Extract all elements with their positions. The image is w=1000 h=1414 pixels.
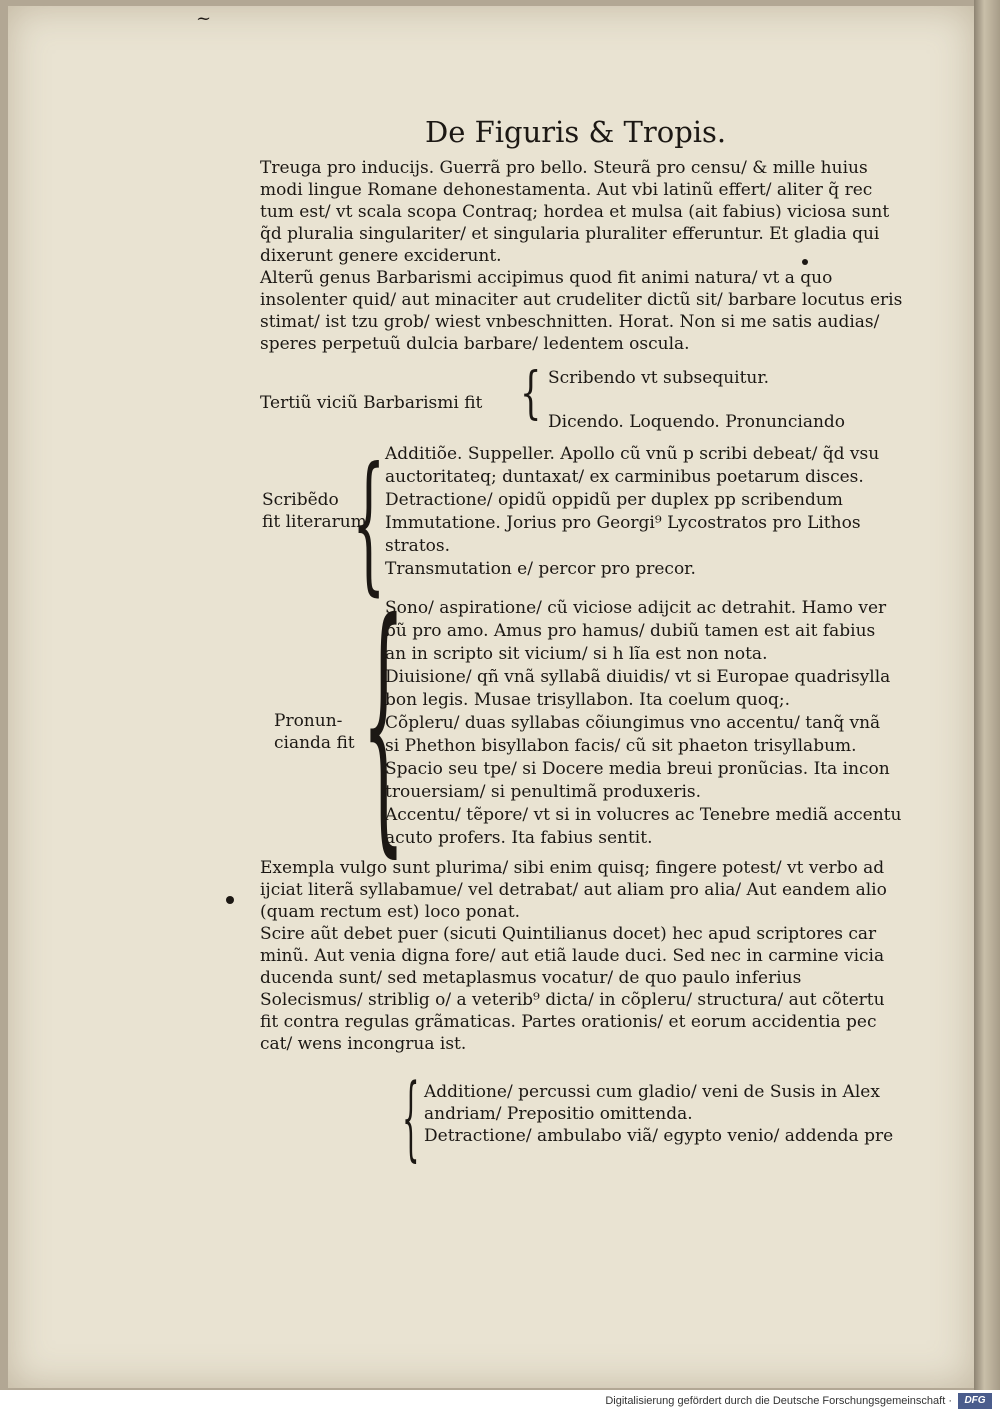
text-line: trouersiam/ si penultimã produxeris. [385,782,702,802]
text-line: si Phethon bisyllabon facis/ cũ sit phaeton trisyllabum. [385,736,857,756]
label-line: Pronun- [274,711,343,731]
text-line: Accentu/ tẽpore/ vt si in volucres ac Tenebre mediã accentu [385,805,902,825]
text-line: bũ pro amo. Amus pro hamus/ dubiũ tamen est ait fabius [385,621,876,641]
text-line: speres perpetuũ dulcia barbare/ ledentem oscula. [260,334,690,354]
text-line: an in scripto sit vicium/ si h lĩa est non nota. [385,644,768,664]
bracket-scribendo: { [352,436,386,610]
text-line: insolenter quid/ aut minaciter aut crudeliter dictũ sit/ barbare locutus eris [260,290,903,310]
footer-bar [0,1390,1000,1414]
label-line: Scribẽdo [262,490,339,510]
text-line: auctoritateq; duntaxat/ ex carminibus poetarum disces. [385,467,864,487]
bracket-small: { [520,361,542,426]
text-line: Detractione/ opidũ oppidũ per duplex pp scribendum [385,490,843,510]
ink-dot [226,896,234,904]
bracket-pronunciando: { [362,565,405,880]
page-title: De Figuris & Tropis. [425,115,727,149]
text-line: Scire aũt debet puer (sicuti Quintilianus docet) hec apud scriptores car [260,924,877,944]
text-line: q̃d pluralia singulariter/ et singularia pluraliter efferuntur. Et gladia qui [260,224,880,244]
text-line: tum est/ vt scala scopa Contraq; hordea et mulsa (ait fabius) viciosa sunt [260,202,890,222]
text-line: Diuisione/ qñ vnã syllabã diuidis/ vt si Europae quadrisylla [385,667,891,687]
corner-mark: ~ [196,8,212,29]
bracket-solecismus: { [402,1064,420,1171]
text-line: andriam/ Prepositio omittenda. [424,1104,693,1124]
text-line: Exempla vulgo sunt plurima/ sibi enim quisq; fingere potest/ vt verbo ad [260,858,885,878]
text-line: Solecismus/ striblig o/ a veterib⁹ dicta/ in cõpleru/ structura/ aut cõtertu [260,990,885,1010]
text-line: Additiõe. Suppeller. Apollo cũ vnũ p scribi debeat/ q̃d vsu [385,444,880,464]
dfg-logo-icon: DFG [958,1393,992,1409]
tertium-option-2: Dicendo. Loquendo. Pronunciando [548,412,846,432]
text-line: bon legis. Musae trisyllabon. Ita coelum quoq;. [385,690,790,710]
text-line: Alterũ genus Barbarismi accipimus quod fit animi natura/ vt a quo [260,268,833,288]
text-line: ijciat literã syllabamue/ vel detrabat/ aut aliam pro alia/ Aut eandem alio [260,880,887,900]
text-line: stimat/ ist tzu grob/ wiest vnbeschnitten. Horat. Non si me satis audias/ [260,312,880,332]
footer-credit: Digitalisierung gefördert durch die Deutsche Forschungsgemeinschaft · [605,1395,952,1407]
text-line: ducenda sunt/ sed metaplasmus vocatur/ de quo paulo inferius [260,968,802,988]
text-line: Transmutation e/ percor pro precor. [385,559,696,579]
text-line: cat/ wens incongrua ist. [260,1034,467,1054]
text-line: Spacio seu tpe/ si Docere media breui pronũcias. Ita incon [385,759,890,779]
page-edge [974,0,1000,1390]
text-line: Treuga pro inducijs. Guerrã pro bello. Steurã pro censu/ & mille huius [260,158,868,178]
text-line: fit contra regulas grãmaticas. Partes orationis/ et eorum accidentia pec [260,1012,877,1032]
text-line: Additione/ percussi cum gladio/ veni de Susis in Alex [424,1082,880,1102]
text-line: modi lingue Romane dehonestamenta. Aut vbi latinũ effert/ aliter q̃ rec [260,180,873,200]
text-line: dixerunt genere exciderunt. [260,246,502,266]
text-line: minũ. Aut venia digna fore/ aut etiã laude duci. Sed nec in carmine vicia [260,946,885,966]
tertium-label: Tertiũ viciũ Barbarismi fit [260,393,483,413]
label-line: cianda fit [274,733,355,753]
tertium-option-1: Scribendo vt subsequitur. [548,368,770,388]
text-line: Immutatione. Jorius pro Georgi⁹ Lycostratos pro Lithos [385,513,861,533]
ink-dot [802,259,808,265]
text-line: acuto profers. Ita fabius sentit. [385,828,653,848]
text-line: Cõpleru/ duas syllabas cõiungimus vno accentu/ tanq̃ vnã [385,713,881,733]
text-line: Detractione/ ambulabo viã/ egypto venio/ addenda pre [424,1126,894,1146]
text-line: (quam rectum est) loco ponat. [260,902,521,922]
label-line: fit literarum [262,512,367,532]
text-line: stratos. [385,536,451,556]
text-line: Sono/ aspiratione/ cũ viciose adijcit ac detrahit. Hamo ver [385,598,887,618]
